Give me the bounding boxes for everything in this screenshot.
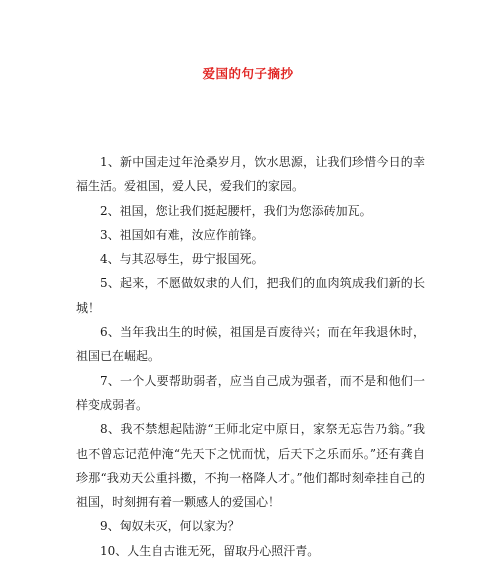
paragraph-7: 7、一个人要帮助弱者，应当自己成为强者，而不是和他们一样变成弱者。: [76, 373, 425, 412]
paragraph-5: 5、起来，不愿做奴隶的人们，把我们的血肉筑成我们新的长城！: [76, 276, 425, 315]
document-body: [76, 150, 425, 563]
paragraph-6: 6、当年我出生的时候，祖国是百废待兴；而在年我退休时，祖国已在崛起。: [76, 325, 425, 364]
paragraph-1: 1、新中国走过年沧桑岁月，饮水思源，让我们珍惜今日的幸福生活。爱祖国，爱人民，爱我们的家园。: [76, 155, 425, 194]
paragraph-2: 2、祖国，您让我们挺起腰杆，我们为您添砖加瓦。: [100, 203, 372, 218]
paragraph-8: 8、我不禁想起陆游“王师北定中原日，家祭无忘告乃翁。”我也不曾忘记范仲淹“先天下之忧而忧，后天下之乐而乐。”还有龚自珍那“我劝天公重抖擞，不拘一格降人才。”他们都时刻牵挂自己的祖国，时刻拥有着一颗感人的爱国心！: [76, 422, 425, 510]
paragraph-10: 10、人生自古谁无死，留取丹心照汗青。: [100, 543, 320, 558]
paragraph-3: 3、祖国如有难，汝应作前锋。: [100, 227, 264, 242]
document-title: 爱国的句子摘抄: [202, 66, 294, 81]
paragraph-9: 9、匈奴未灭，何以家为？: [100, 519, 240, 534]
paragraph-4: 4、与其忍辱生，毋宁报国死。: [100, 252, 264, 267]
